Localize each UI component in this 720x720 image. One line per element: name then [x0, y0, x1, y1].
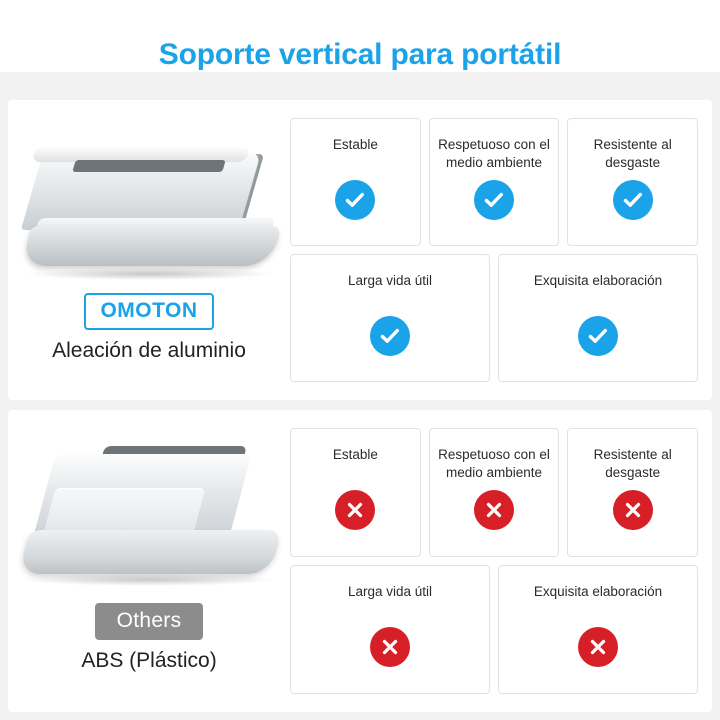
feature-label: Estable [332, 447, 378, 462]
material-label-omoton: Aleación de aluminio [52, 339, 246, 362]
feature-card [567, 118, 698, 246]
features-column-omoton [290, 100, 712, 400]
feature-card [498, 565, 698, 694]
plastic-stand-illustration [18, 432, 280, 597]
aluminium-stand-illustration [18, 122, 280, 287]
material-label-others: ABS (Plástico) [81, 649, 217, 672]
check-icon [613, 180, 653, 220]
cross-icon [335, 490, 375, 530]
product-column-others [8, 410, 290, 712]
cross-icon [370, 627, 410, 667]
comparison-panel-others [8, 410, 712, 712]
feature-card [290, 428, 421, 557]
feature-card [290, 118, 421, 246]
cross-icon [578, 627, 618, 667]
check-icon [578, 316, 618, 356]
stand-base [18, 530, 282, 574]
features-row-1 [290, 428, 698, 557]
feature-label: Exquisita elaboración [533, 273, 663, 288]
page-title: Soporte vertical para portátil [0, 0, 720, 72]
feature-card [567, 428, 698, 557]
feature-card [429, 428, 560, 557]
stand-shadow [22, 574, 276, 586]
feature-label: Respetuoso con el medio ambiente [438, 447, 550, 480]
feature-label: Exquisita elaboración [533, 584, 663, 599]
feature-label: Estable [332, 137, 378, 152]
check-icon [370, 316, 410, 356]
feature-label: Resistente al desgaste [593, 137, 672, 170]
features-row-2 [290, 254, 698, 382]
feature-card [498, 254, 698, 382]
stand-slot [72, 160, 225, 172]
check-icon [335, 180, 375, 220]
check-icon [474, 180, 514, 220]
stand-shadow [24, 268, 274, 280]
cross-icon [474, 490, 514, 530]
feature-label: Larga vida útil [347, 584, 433, 599]
product-column-omoton [8, 100, 290, 400]
feature-label: Larga vida útil [347, 273, 433, 288]
stand-base [20, 226, 281, 266]
feature-card [290, 254, 490, 382]
feature-label: Resistente al desgaste [593, 447, 672, 480]
features-column-others [290, 410, 712, 712]
feature-card [290, 565, 490, 694]
brand-badge-others: Others [95, 603, 204, 640]
features-row-2 [290, 565, 698, 694]
brand-badge-omoton: OMOTON [84, 293, 213, 330]
features-row-1 [290, 118, 698, 246]
comparison-panel-omoton [8, 100, 712, 400]
cross-icon [613, 490, 653, 530]
feature-card [429, 118, 560, 246]
feature-label: Respetuoso con el medio ambiente [438, 137, 550, 170]
